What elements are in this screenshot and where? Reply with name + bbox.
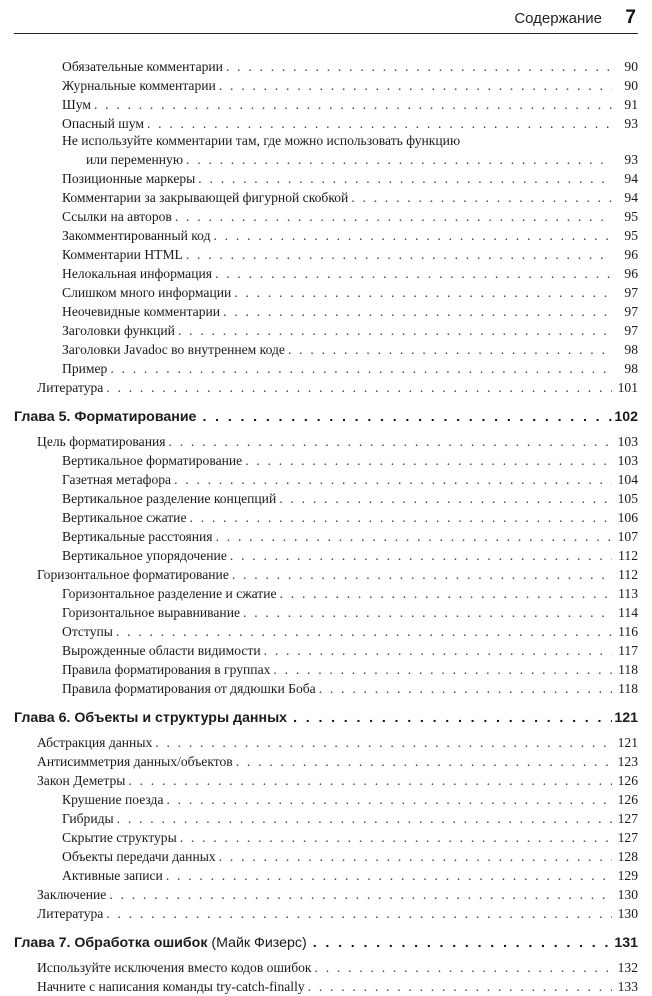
leader-dots (169, 433, 612, 450)
chapter-author: (Майк Физерс) (211, 935, 307, 951)
leader-dots (198, 170, 612, 187)
toc-entry-title: Закон Деметры (37, 773, 126, 788)
toc-entry (0, 206, 652, 225)
chapter-spacer (0, 396, 652, 404)
toc-entry (0, 282, 652, 301)
leader-dots (147, 115, 612, 132)
running-header-title: Содержание (514, 10, 602, 27)
chapter-heading (0, 705, 652, 732)
leader-dots (234, 284, 612, 301)
leader-dots (313, 935, 612, 952)
toc-entry (0, 56, 652, 75)
chapter-page: 131 (614, 935, 638, 951)
toc-entry (0, 884, 652, 903)
toc-entry (0, 377, 652, 396)
chapter-page: 121 (614, 710, 638, 726)
leader-dots (288, 341, 612, 358)
toc-entry-title: Позиционные маркеры (62, 171, 196, 186)
toc-entry-page: 133 (617, 979, 638, 994)
toc-entry (0, 526, 652, 545)
leader-dots (315, 959, 612, 976)
toc-entry (0, 789, 652, 808)
table-of-contents (0, 56, 652, 995)
chapter-spacer (0, 922, 652, 930)
toc-entry-title: Используйте исключения вместо кодов ошибок (37, 960, 312, 975)
toc-entry-title: Комментарии за закрывающей фигурной скобкой (62, 190, 349, 205)
leader-dots (213, 227, 612, 244)
toc-entry (0, 187, 652, 206)
toc-entry (0, 244, 652, 263)
toc-entry (0, 770, 652, 789)
toc-entry-title: Вырожденные области видимости (62, 643, 261, 658)
toc-entry-title: Закомментированный код (62, 228, 211, 243)
leader-dots (106, 905, 612, 922)
toc-entry-title: Шум (62, 97, 91, 112)
leader-dots (319, 680, 612, 697)
leader-dots (293, 710, 612, 727)
toc-entry (0, 431, 652, 450)
toc-entry-title: Скрытие структуры (62, 830, 177, 845)
toc-entry (0, 957, 652, 976)
chapter-title-text: Глава 7. Обработка ошибок (14, 935, 208, 951)
toc-entry (0, 75, 652, 94)
toc-entry-title: Объекты передачи данных (62, 849, 216, 864)
toc-entry-title-continuation: или переменную (86, 152, 184, 167)
toc-entry-page: 127 (617, 811, 638, 826)
toc-entry-title: Антисимметрия данных/объектов (37, 754, 233, 769)
toc-entry-title: Не используйте комментарии там, где можно использовать функцию (62, 133, 461, 148)
leader-dots (264, 642, 612, 659)
leader-dots (106, 379, 612, 396)
toc-entry (0, 865, 652, 884)
toc-entry (0, 225, 652, 244)
toc-entry-page: 105 (617, 491, 638, 506)
chapter-title: Глава 5. Форматирование (14, 409, 197, 425)
toc-entry-page: 103 (617, 434, 638, 449)
toc-entry (0, 678, 652, 697)
toc-entry (0, 732, 652, 751)
toc-entry-page: 121 (617, 735, 638, 750)
toc-entry (0, 168, 652, 187)
toc-entry-page: 112 (618, 548, 638, 563)
toc-entry-title: Заголовки Javadoc во внутреннем коде (62, 342, 285, 357)
leader-dots (202, 409, 612, 426)
toc-entry-title: Слишком много информации (62, 285, 232, 300)
toc-entry-page: 106 (617, 510, 638, 525)
leader-dots (223, 303, 612, 320)
toc-entry-title: Литература (37, 380, 104, 395)
header-rule (14, 33, 638, 34)
toc-entry-title: Начните с написания команды try-catch-finally (37, 979, 305, 994)
toc-entry (0, 621, 652, 640)
toc-entry-title: Активные записи (62, 868, 163, 883)
toc-entry-title: Горизонтальное разделение и сжатие (62, 586, 277, 601)
toc-entry-title: Заголовки функций (62, 323, 175, 338)
toc-entry-page: 96 (624, 266, 638, 281)
toc-entry-title: Крушение поезда (62, 792, 164, 807)
toc-entry-title: Заключение (37, 887, 107, 902)
toc-entry-page: 118 (618, 662, 638, 677)
toc-entry-title: Обязательные комментарии (62, 59, 223, 74)
toc-entry-title: Пример (62, 361, 108, 376)
toc-entry-title: Литература (37, 906, 104, 921)
toc-entry (0, 301, 652, 320)
toc-entry (0, 808, 652, 827)
toc-entry-title: Вертикальное упорядочение (62, 548, 227, 563)
toc-entry (0, 263, 652, 282)
toc-entry-page: 93 (624, 152, 638, 167)
toc-entry (0, 583, 652, 602)
toc-entry-page: 91 (624, 97, 638, 112)
toc-entry-page: 94 (624, 171, 638, 186)
leader-dots (236, 753, 612, 770)
toc-entry-title: Гибриды (62, 811, 114, 826)
toc-entry-title: Горизонтальное форматирование (37, 567, 229, 582)
toc-entry-title: Цель форматирования (37, 434, 166, 449)
toc-entry (0, 659, 652, 678)
toc-entry (0, 640, 652, 659)
leader-dots (232, 566, 612, 583)
leader-dots (190, 509, 613, 526)
chapter-title (14, 935, 313, 952)
toc-entry-page: 123 (617, 754, 638, 769)
leader-dots (279, 490, 612, 507)
toc-entry-wrapped-second-line (0, 149, 652, 168)
toc-entry-page: 128 (617, 849, 638, 864)
leader-dots (230, 547, 612, 564)
toc-entry (0, 469, 652, 488)
leader-dots (180, 829, 612, 846)
toc-entry-title: Журнальные комментарии (62, 78, 216, 93)
toc-entry (0, 113, 652, 132)
toc-entry-page: 127 (617, 830, 638, 845)
toc-entry-page: 126 (617, 773, 638, 788)
toc-entry-wrapped-first-line (0, 132, 652, 149)
toc-entry-page: 107 (617, 529, 638, 544)
toc-entry (0, 507, 652, 526)
toc-entry (0, 94, 652, 113)
toc-entry-title: Правила форматирования от дядюшки Боба (62, 681, 316, 696)
toc-entry (0, 846, 652, 865)
toc-entry-title: Вертикальное разделение концепций (62, 491, 277, 506)
toc-entry-page: 130 (617, 906, 638, 921)
toc-entry-title: Газетная метафора (62, 472, 172, 487)
leader-dots (245, 452, 612, 469)
toc-entry-page: 104 (617, 472, 638, 487)
toc-entry (0, 320, 652, 339)
leader-dots (273, 661, 612, 678)
leader-dots (110, 360, 612, 377)
toc-entry-title: Отступы (62, 624, 113, 639)
toc-entry-title: Нелокальная информация (62, 266, 213, 281)
toc-entry (0, 339, 652, 358)
toc-entry (0, 602, 652, 621)
chapter-heading (0, 930, 652, 957)
leader-dots (308, 978, 612, 995)
toc-entry-title: Ссылки на авторов (62, 209, 172, 224)
leader-dots (216, 528, 612, 545)
leader-dots (219, 848, 612, 865)
toc-entry-page: 112 (618, 567, 638, 582)
toc-entry (0, 545, 652, 564)
toc-entry (0, 827, 652, 846)
leader-dots (117, 810, 612, 827)
leader-dots (226, 58, 612, 75)
toc-entry-title: Правила форматирования в группах (62, 662, 271, 677)
toc-entry-title: Вертикальные расстояния (62, 529, 213, 544)
page-number: 7 (625, 7, 636, 28)
toc-entry-page: 101 (617, 380, 638, 395)
toc-entry-page: 103 (617, 453, 638, 468)
toc-entry-page: 129 (617, 868, 638, 883)
toc-entry-page: 90 (624, 59, 638, 74)
toc-entry-page: 95 (624, 228, 638, 243)
leader-dots (166, 791, 612, 808)
toc-entry (0, 751, 652, 770)
toc-entry (0, 488, 652, 507)
leader-dots (351, 189, 612, 206)
toc-entry-title: Вертикальное сжатие (62, 510, 187, 525)
toc-entry-page: 90 (624, 78, 638, 93)
toc-entry-page: 93 (624, 116, 638, 131)
toc-entry-title: Опасный шум (62, 116, 144, 131)
toc-entry (0, 564, 652, 583)
toc-entry-title: Комментарии HTML (62, 247, 183, 262)
leader-dots (174, 471, 612, 488)
toc-entry-title: Неочевидные комментарии (62, 304, 221, 319)
toc-entry-page: 118 (618, 681, 638, 696)
toc-entry-page: 97 (624, 304, 638, 319)
toc-entry (0, 358, 652, 377)
leader-dots (128, 772, 612, 789)
toc-entry-page: 116 (618, 624, 638, 639)
leader-dots (178, 322, 612, 339)
toc-entry-page: 114 (618, 605, 638, 620)
leader-dots (219, 77, 612, 94)
toc-entry-page: 98 (624, 361, 638, 376)
toc-entry-page: 97 (624, 323, 638, 338)
toc-entry-page: 98 (624, 342, 638, 357)
leader-dots (116, 623, 612, 640)
toc-entry-page: 94 (624, 190, 638, 205)
toc-entry-title: Вертикальное форматирование (62, 453, 243, 468)
toc-entry-page: 95 (624, 209, 638, 224)
toc-entry-page: 132 (617, 960, 638, 975)
leader-dots (155, 734, 612, 751)
toc-entry (0, 976, 652, 995)
leader-dots (175, 208, 612, 225)
leader-dots (94, 96, 612, 113)
leader-dots (166, 867, 612, 884)
leader-dots (280, 585, 612, 602)
running-header (0, 0, 652, 34)
leader-dots (186, 151, 612, 168)
toc-entry-page: 96 (624, 247, 638, 262)
toc-entry-page: 117 (618, 643, 638, 658)
leader-dots (186, 246, 612, 263)
chapter-page: 102 (614, 409, 638, 425)
chapter-title: Глава 6. Объекты и структуры данных (14, 710, 288, 726)
toc-entry-page: 97 (624, 285, 638, 300)
leader-dots (215, 265, 612, 282)
leader-dots (109, 886, 612, 903)
toc-entry (0, 450, 652, 469)
chapter-spacer (0, 697, 652, 705)
toc-entry-page: 130 (617, 887, 638, 902)
toc-entry-page: 113 (618, 586, 638, 601)
chapter-heading (0, 404, 652, 431)
toc-entry-title: Горизонтальное выравнивание (62, 605, 241, 620)
toc-entry-page: 126 (617, 792, 638, 807)
toc-entry (0, 903, 652, 922)
toc-entry-title: Абстракция данных (37, 735, 153, 750)
leader-dots (243, 604, 612, 621)
